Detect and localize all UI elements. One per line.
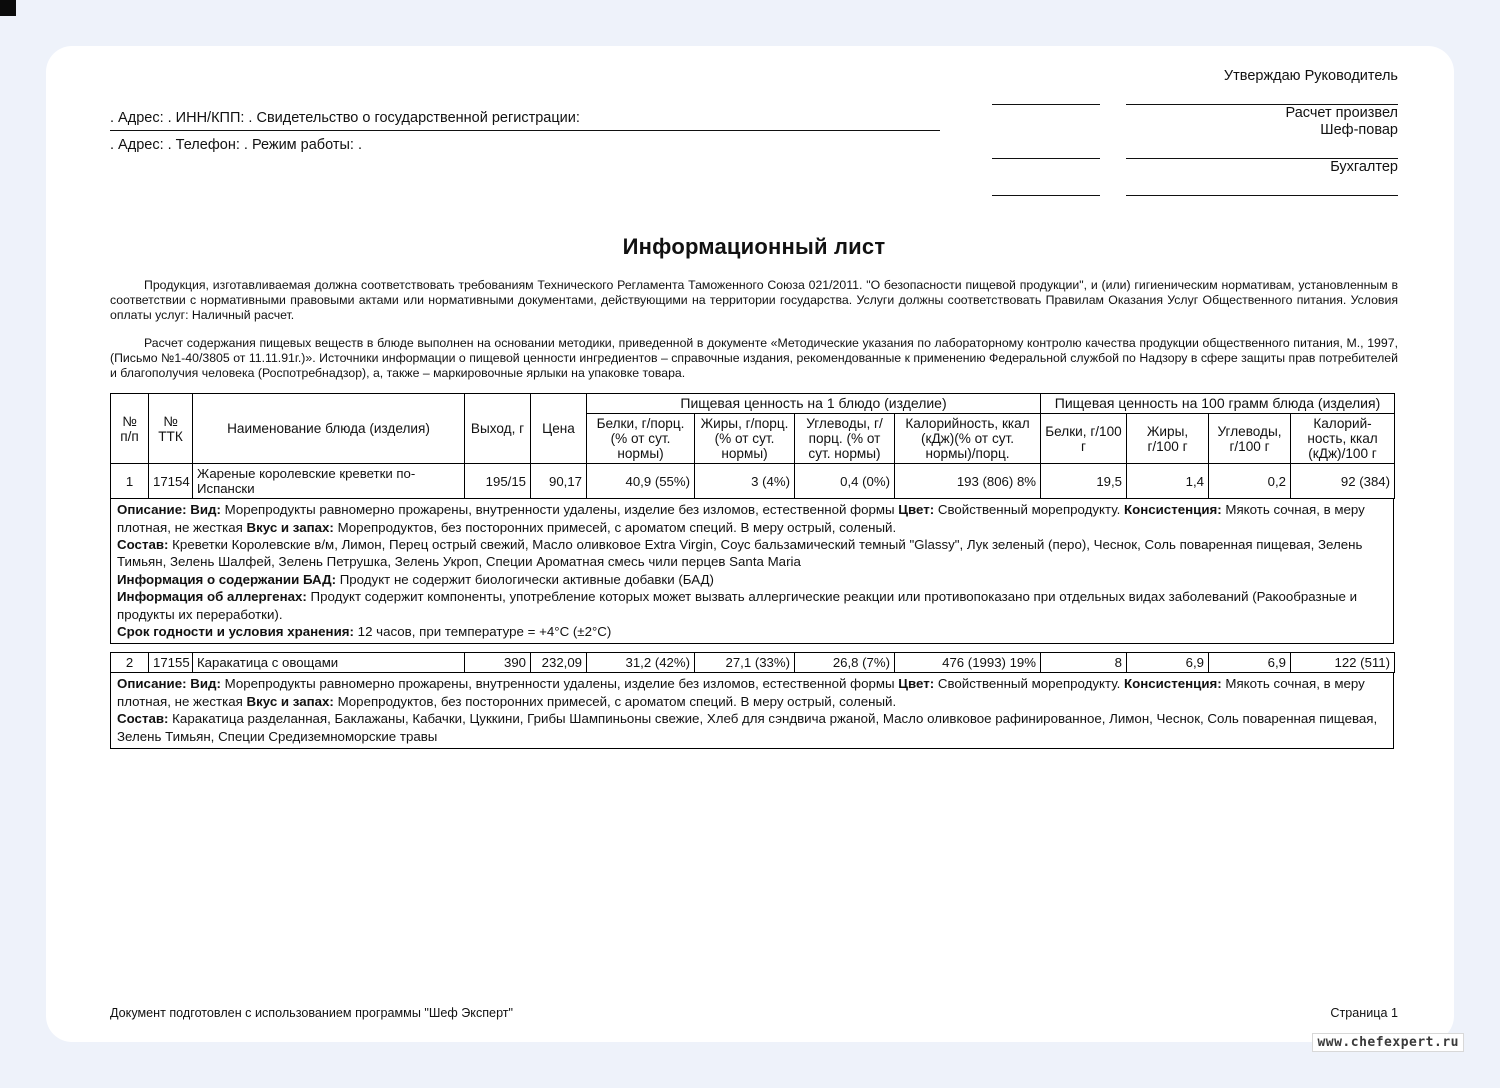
signature-long-line <box>1126 195 1398 196</box>
col-header-fat-portion: Жиры, г/порц. (% от сут. нормы) <box>695 414 795 464</box>
col-header-carb-100: Углеводы, г/100 г <box>1209 414 1291 464</box>
cell-price: 232,09 <box>531 653 587 673</box>
composition-label: Состав: <box>117 537 169 553</box>
composition-text: Креветки Королевские в/м, Лимон, Перец острый свежий, Масло оливковое Extra Virgin, Соус бальзамический темный "Glassy", Лук зеленый (перо), Чеснок, Соль поваренная пищевая, Зелень Тимьян, Зелень Шалфей, Зелень Петрушка, Зелень Укроп, Специи Ароматная смесь чили перцев Santa Maria <box>117 537 1363 570</box>
signature-line-3 <box>928 176 1398 196</box>
description-line <box>117 501 1387 536</box>
taste-text: Морепродуктов, без посторонних примесей, с ароматом специй. В меру острый, соленый. <box>337 693 897 709</box>
description-line <box>117 675 1387 710</box>
vid-text: Морепродукты равномерно прожарены, внутренности удалены, изделие без изломов, естественной формы <box>224 502 895 518</box>
col-header-protein-portion: Белки, г/порц. (% от сут. нормы) <box>587 414 695 464</box>
consistency-label: Консистенция: <box>1123 676 1222 692</box>
cell-ttk: 17154 <box>149 464 193 499</box>
cell-price: 90,17 <box>531 464 587 499</box>
cell-calories-100: 92 (384) <box>1291 464 1395 499</box>
consistency-text: Мякоть сочная, в меру плотная, не жесткая <box>117 502 1365 535</box>
cell-dish-name: Каракатица с овощами <box>193 653 465 673</box>
col-header-output: Выход, г <box>465 394 531 464</box>
table-row <box>111 464 1395 499</box>
block-separator <box>110 644 1398 652</box>
allergen-text: Продукт содержит компоненты, употребление которых может вызвать аллергические реакции или противопоказано при отдельных видах заболеваний (Ракообразные и продукты их переработки). <box>117 589 1358 622</box>
consistency-label: Консистенция: <box>1123 502 1222 518</box>
document-header <box>110 68 1398 228</box>
signature-short-line <box>992 104 1100 105</box>
cell-protein-portion: 40,9 (55%) <box>587 464 695 499</box>
signature-line-1 <box>928 85 1398 105</box>
chef-label: Шеф-повар <box>1320 122 1398 138</box>
taste-label: Вкус и запах: <box>246 519 334 535</box>
cell-calories-100: 122 (511) <box>1291 653 1395 673</box>
cell-carb-portion: 0,4 (0%) <box>795 464 895 499</box>
calculated-by-label: Расчет произвел <box>1285 105 1398 121</box>
taste-text: Морепродуктов, без посторонних примесей, с ароматом специй. В меру острый, соленый. <box>337 519 897 535</box>
cell-output: 195/15 <box>465 464 531 499</box>
description-label: Описание: <box>117 676 187 692</box>
organization-info <box>110 108 940 155</box>
taste-label: Вкус и запах: <box>246 693 334 709</box>
corner-artifact <box>0 0 16 16</box>
col-header-name: Наименование блюда (изделия) <box>193 394 465 464</box>
cell-calories-portion: 476 (1993) 19% <box>895 653 1041 673</box>
dish-description-block <box>110 673 1394 749</box>
cell-protein-100: 19,5 <box>1041 464 1127 499</box>
composition-text: Каракатица разделанная, Баклажаны, Кабачки, Цуккини, Грибы Шампиньоны свежие, Хлеб для сэндвича ржаной, Масло оливковое рафинированное, Лимон, Чеснок, Соль поваренная пищевая, Зелень Тимьян, Специи Средиземноморские травы <box>117 711 1378 744</box>
signature-short-line <box>992 158 1100 159</box>
group-header-per-dish: Пищевая ценность на 1 блюдо (изделие) <box>587 394 1041 414</box>
cell-calories-portion: 193 (806) 8% <box>895 464 1041 499</box>
col-header-no: № п/п <box>111 394 149 464</box>
composition-line <box>117 536 1387 571</box>
consistency-text: Мякоть сочная, в меру плотная, не жесткая <box>117 676 1365 709</box>
intro-paragraph-methodology: Расчет содержания пищевых веществ в блюде выполнен на основании методики, приведенной в документе «Методические указания по лабораторному контролю качества продукции общественного питания, М., 1997, (Письмо №1-40/3805 от 11.11.91г.)». Источники информации о пищевой ценности ингредиентов – справочные издания, рекомендованные к применению Федеральной службой по Надзору в сфере защиты прав потребителей и благополучия человека (Роспотребнадзор), а, также – маркировочные ярлыки на упаковке товара. <box>110 335 1398 381</box>
bad-line <box>117 571 1387 588</box>
page-title: Информационный лист <box>622 234 886 259</box>
col-header-calories-100: Калорий-ность, ккал (кДж)/100 г <box>1291 414 1395 464</box>
cell-fat-100: 6,9 <box>1127 653 1209 673</box>
signature-line-2 <box>928 139 1398 159</box>
color-text: Свойственный морепродукту. <box>937 676 1121 692</box>
cell-fat-100: 1,4 <box>1127 464 1209 499</box>
approver-label: Утверждаю Руководитель <box>1223 68 1398 84</box>
cell-carb-100: 0,2 <box>1209 464 1291 499</box>
intro-paragraph-regulations: Продукция, изготавливаемая должна соответствовать требованиям Технического Регламента Таможенного Союза 021/2011. "О безопасности пищевой продукции", и (или) гигиеническим нормативам, установленным в соответствии с нормативными правовыми актами или нормативными документами, действующими на территории государства. Услуги должны соответствовать Правилам Оказания Услуг Общественного питания. Условия оплаты услуг: Наличный расчет. <box>110 278 1398 323</box>
vid-text: Морепродукты равномерно прожарены, внутренности удалены, изделие без изломов, естественной формы <box>224 676 895 692</box>
cell-carb-portion: 26,8 (7%) <box>795 653 895 673</box>
cell-dish-name: Жареные королевские креветки по-Испански <box>193 464 465 499</box>
vid-label: Вид: <box>190 502 221 518</box>
signature-short-line <box>992 195 1100 196</box>
cell-carb-100: 6,9 <box>1209 653 1291 673</box>
bad-label: Информация о содержании БАД: <box>117 571 337 587</box>
cell-no: 1 <box>111 464 149 499</box>
cell-fat-portion: 3 (4%) <box>695 464 795 499</box>
document-sheet <box>110 68 1398 1018</box>
cell-ttk: 17155 <box>149 653 193 673</box>
cell-no: 2 <box>111 653 149 673</box>
col-header-carb-portion: Углеводы, г/порц. (% от сут. нормы) <box>795 414 895 464</box>
approval-signature-block <box>928 68 1398 196</box>
cell-fat-portion: 27,1 (33%) <box>695 653 795 673</box>
cell-output: 390 <box>465 653 531 673</box>
footer-program-note: Документ подготовлен с использованием программы "Шеф Эксперт" <box>110 1006 514 1020</box>
document-page <box>46 46 1454 1042</box>
footer-page-number: Страница 1 <box>1330 1006 1398 1020</box>
nutrition-table-row2 <box>110 652 1395 673</box>
document-footer <box>110 1006 1398 1020</box>
cell-protein-100: 8 <box>1041 653 1127 673</box>
nutrition-table <box>110 393 1395 499</box>
shelf-life-line <box>117 623 1387 640</box>
shelf-life-text: 12 часов, при температуре = +4°C (±2°C) <box>357 624 612 640</box>
composition-line <box>117 710 1387 745</box>
table-header-group-row <box>111 394 1395 414</box>
allergen-line <box>117 588 1387 623</box>
table-row <box>111 653 1395 673</box>
color-text: Свойственный морепродукту. <box>937 502 1121 518</box>
allergen-label: Информация об аллергенах: <box>117 589 307 605</box>
site-watermark: www.chefexpert.ru <box>1312 1033 1464 1052</box>
accountant-label: Бухгалтер <box>1330 159 1398 175</box>
color-label: Цвет: <box>898 502 935 518</box>
vid-label: Вид: <box>190 676 221 692</box>
group-header-per-100g: Пищевая ценность на 100 грамм блюда (изделия) <box>1041 394 1395 414</box>
col-header-fat-100: Жиры, г/100 г <box>1127 414 1209 464</box>
bad-text: Продукт не содержит биологически активные добавки (БАД) <box>339 571 714 587</box>
color-label: Цвет: <box>898 676 935 692</box>
org-registration-line: . Адрес: . ИНН/КПП: . Свидетельство о государственной регистрации: <box>110 108 940 131</box>
description-label: Описание: <box>117 502 187 518</box>
col-header-calories-portion: Калорийность, ккал (кДж)(% от сут. нормы)/порц. <box>895 414 1041 464</box>
col-header-price: Цена <box>531 394 587 464</box>
col-header-protein-100: Белки, г/100 г <box>1041 414 1127 464</box>
shelf-life-label: Срок годности и условия хранения: <box>117 624 354 640</box>
composition-label: Состав: <box>117 711 169 727</box>
cell-protein-portion: 31,2 (42%) <box>587 653 695 673</box>
org-contact-line: . Адрес: . Телефон: . Режим работы: . <box>110 137 363 153</box>
dish-description-block <box>110 499 1394 644</box>
col-header-ttk: № ТТК <box>149 394 193 464</box>
